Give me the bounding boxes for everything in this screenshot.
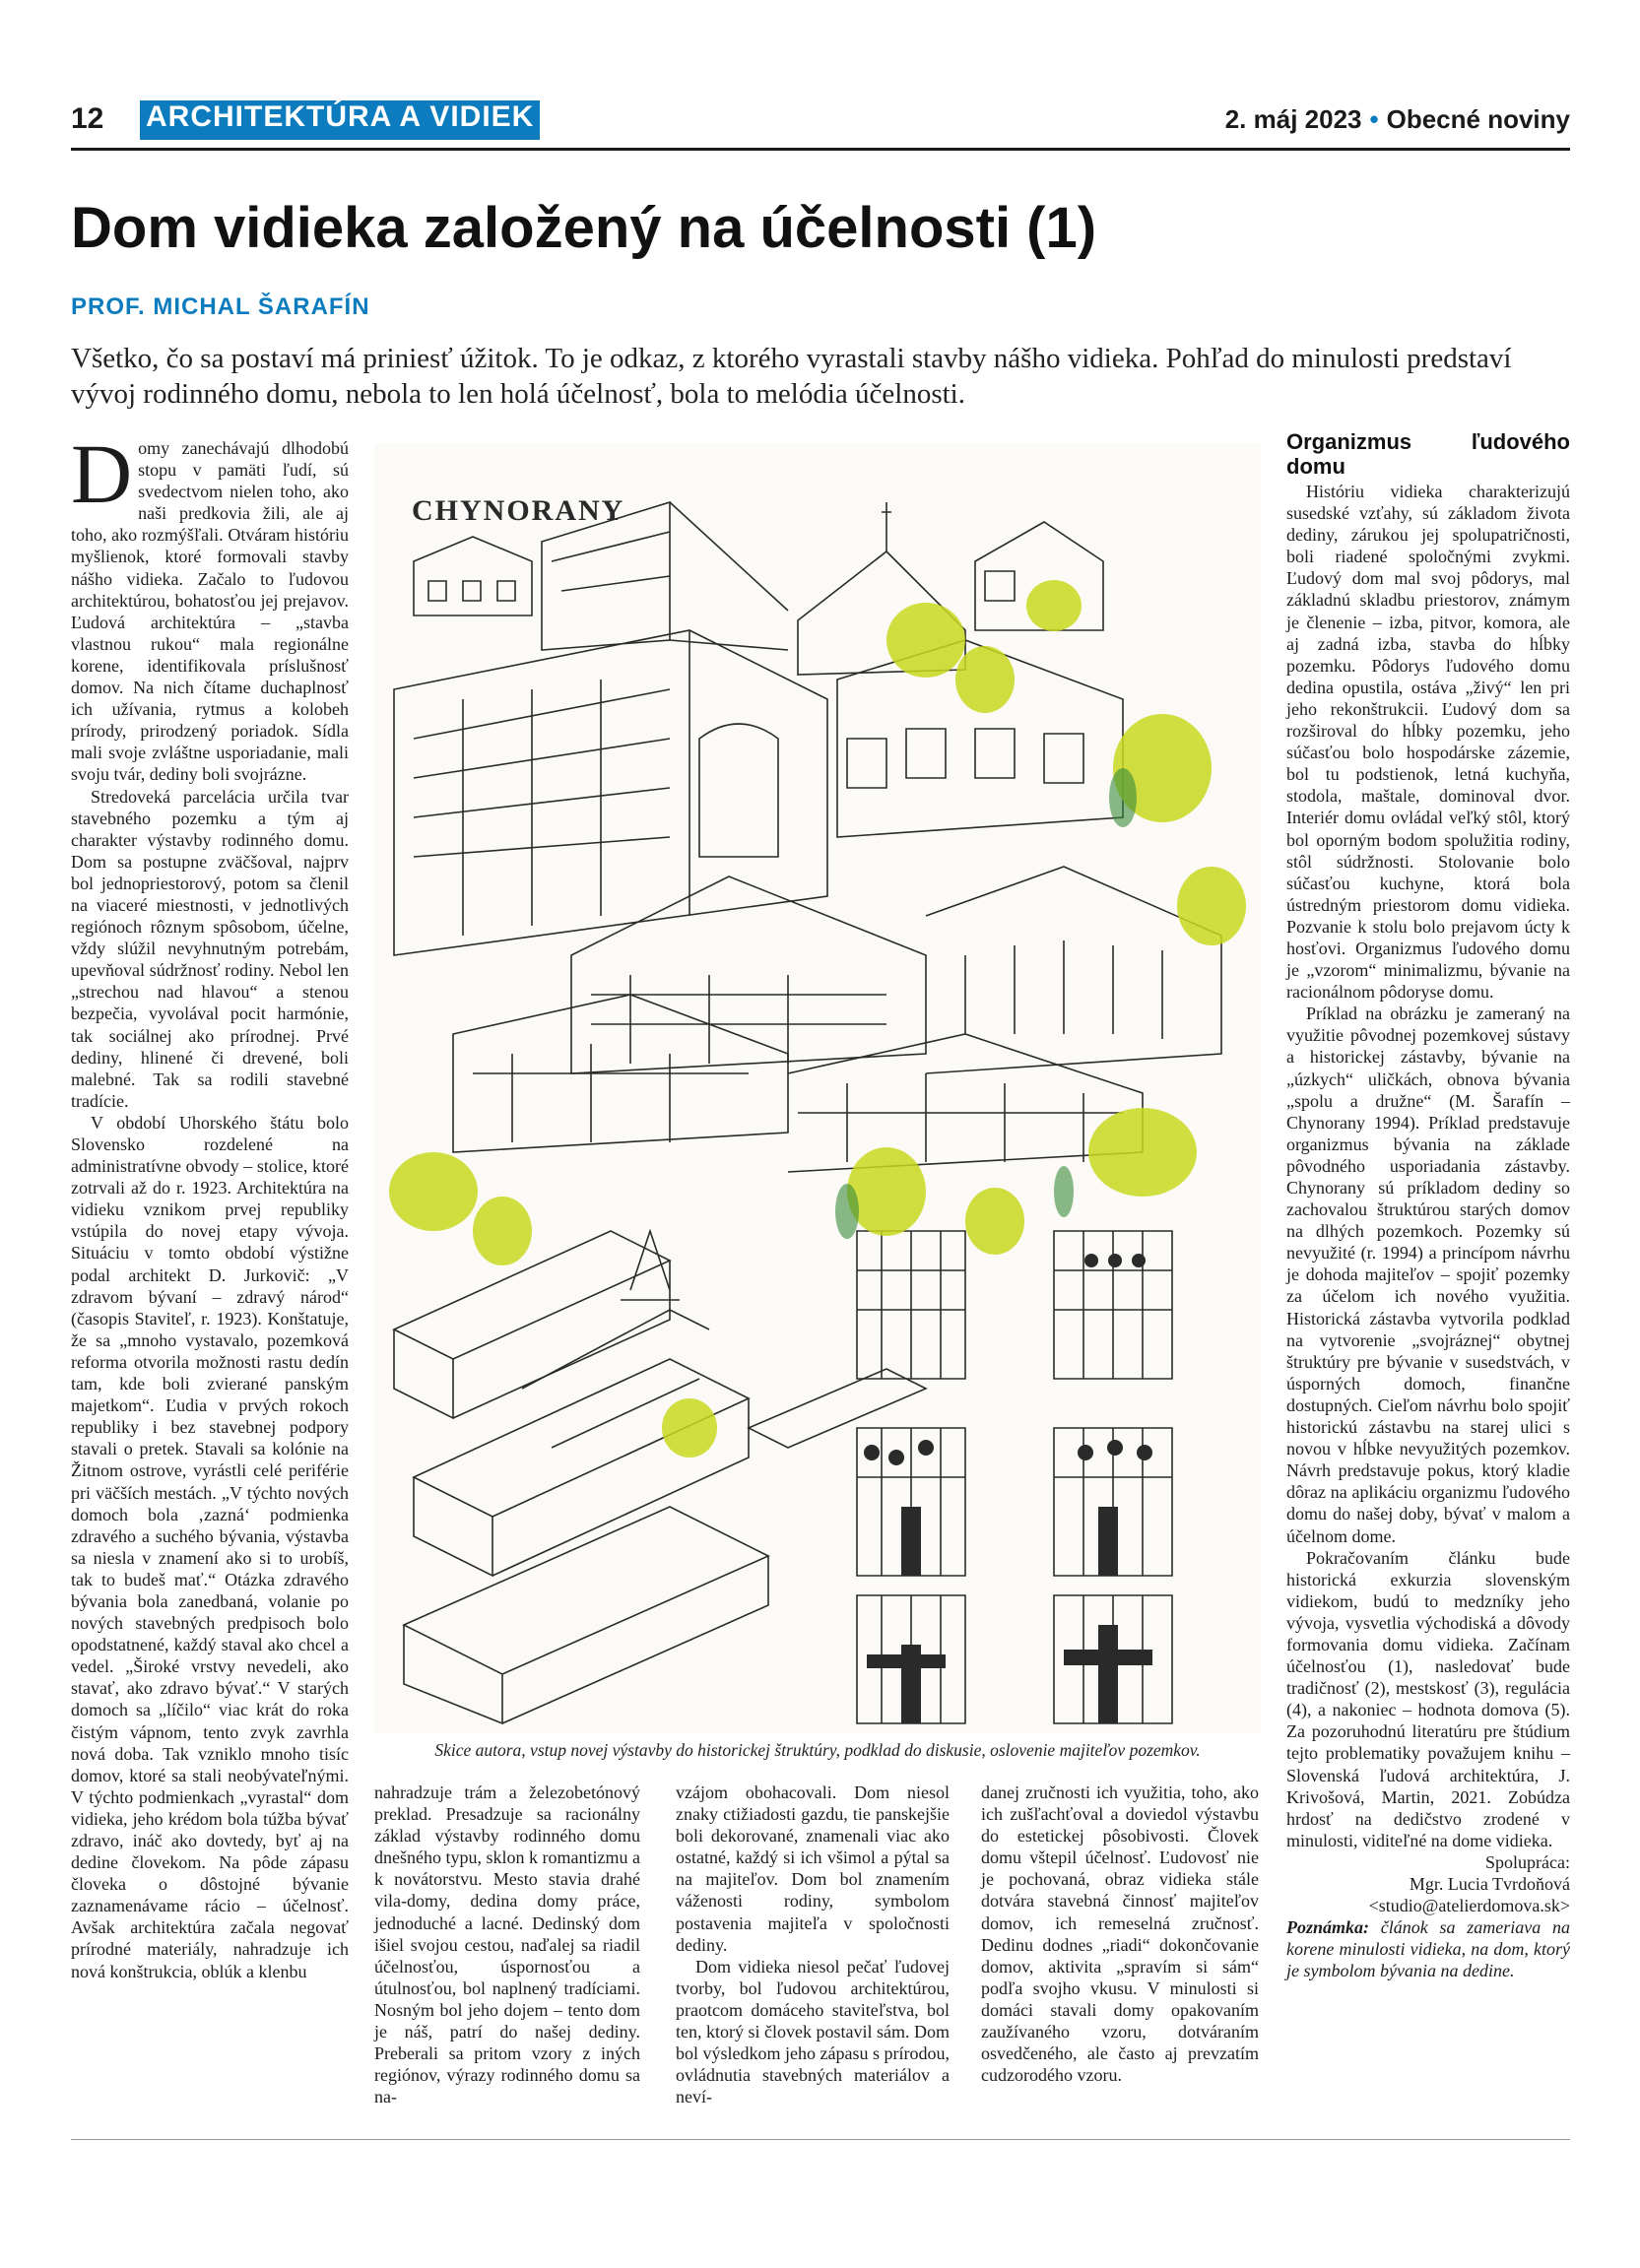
collaborator-name: Mgr. Lucia Tvrdoňová: [1409, 1874, 1570, 1894]
dateline: [1225, 104, 1570, 135]
footer-rule: [71, 2139, 1570, 2140]
paragraph: nahradzuje trám a železobetónový preklad. Presadzuje sa racionálny základ výstavby rodinného domu dnešného typu, sklon k romantizmu a k novátorstvu. Mesto stavia drahé vila-domy, dedina domy práce, jednoduché a lacné. Dedinský dom išiel svojou cestou, naďalej sa riadil účelnosťou, úspornosťou a útulnosťou, bol naplnený tradíciami. Nosným bol jeho dojem – tento dom je náš, patrí do našej dediny. Preberali sa pritom vzory z iných regiónov, výrazy rodinného domu sa na-: [374, 1782, 640, 2107]
paragraph: [71, 426, 349, 786]
paragraph: Príklad na obrázku je zameraný na využitie pôvodnej pozemkovej sústavy a historickej zástavby, bývanie na „úzkych“ uličkách, obnova bývania „spolu a družne“ (M. Šarafín – Chynorany 1994). Príklad predstavuje organizmus bývania na základe pôvodného usporiadania zástavby. Chynorany sú príkladom dediny so zachovalou štruktúrou starých domov na dlhých pozemkoch. Pozemky sú nevyužité (r. 1994) a princípom návrhu je dohoda majiteľov – spojiť pozemky za účelom ich nového využitia. Historická zástavba vytvorila podklad na vytvorenie „svojráznej“ obytnej štruktúry pre bývanie v susedstvách, v úsporných domoch, finančne dostupných. Cieľom návrhu bolo spojiť historickú zástavbu na starej ulici s novou v hĺbke nevyužitých pozemkov. Návrh predstavuje pokus, ktorý kladie dôraz na aplikáciu organizmu ľudového domu do našej doby, bývať v malom a účelnom dome.: [1286, 1004, 1570, 1546]
article-title: Dom vidieka založený na účelnosti (1): [71, 196, 1097, 260]
sketch-sign-text: CHYNORANY: [412, 494, 625, 527]
paragraph: Dom vidieka niesol pečať ľudovej tvorby, bol ľudovou architektúrou, praotcom domáceho staviteľstva, bol ten, ktorý si človek postavil sám. Dom bol výsledkom jeho zápasu s prírodou, ovládnutia stavebných materiálov a neví-: [676, 1956, 950, 2107]
paragraph: danej zručnosti ich využitia, toho, ako ich zušľachťoval a doviedol výstavbu do estetickej pôsobivosti. Človek domu vštepil účelnosť. Ľudovosť nie je pochovaná, obraz vidieka stále dotvára stavebná činnosť majiteľov domov, ich remeselná zručnosť. Dedinu dodnes „riadi“ dokončovanie domov, aktivita „spravím si sám“ podľa svojho vkusu. V minulosti si domáci stavali domy opakovaním zaužívaného vzoru, dotváraním osvedčeného, ale často aj prevzatím cudzorodého vzoru.: [981, 1782, 1259, 2086]
page-header: [71, 102, 1570, 142]
drop-cap: D: [71, 426, 133, 521]
publication-name: Obecné noviny: [1386, 104, 1570, 134]
note-label: Poznámka:: [1286, 1917, 1370, 1938]
paragraph: Stredoveká parcelácia určila tvar stavebného pozemku a tým aj charakter výstavby rodinného domu. Dom sa postupne zväčšoval, najprv bol jednopriestorový, potom sa členil na viaceré miestnosti, v jednotlivých regiónoch rôznym spôsobom, účelne, vždy slúžil nevyhnutným potrebám, upevňoval súdržnosť rodiny. Nebol len „strechou nad hlavou“ a stenou bezpečia, vyvolával pocit harmónie, tak sociálnej ako prírodnej. Prvé dediny, hlinené či drevené, boli malebné. Tak sa rodili stavebné tradície.: [71, 786, 349, 1111]
collaborator-email: <studio@atelierdomova.sk>: [1368, 1896, 1570, 1916]
sketch-figure: [374, 443, 1261, 1733]
issue-date: 2. máj 2023: [1224, 104, 1362, 134]
header-rule: [71, 148, 1570, 151]
paragraph: Pokračovaním článku bude historická exkurzia slovenským vidiekom, budú to medzníky jeho vývoja, vysvetlia východiská a dôvody formovania domu vidieka. Začínam účelnosťou (1), nasledovať bude tradičnosť (2), mestskosť (3), regulácia (4), a nakoniec – hodnota domova (5). Za pozoruhodnú literatúru pre štúdium tejto problematiky považujem knihu – Slovenská ľudová architektúra, J. Krivošová, Martin, 2021. Zobúdza hrdosť na dedičstvo zrodené v minulosti, viditeľné na dome vidieka.: [1286, 1547, 1570, 1850]
column-4: [981, 1782, 1259, 2086]
note-text: článok sa zameriava na korene minulosti vidieka, na dom, ktorý je symbolom bývania na dedine.: [1286, 1917, 1570, 1981]
section-label: ARCHITEKTÚRA A VIDIEK: [140, 100, 540, 140]
separator-dot: •: [1369, 104, 1379, 134]
column-1: [71, 426, 349, 1982]
paragraph: Históriu vidieka charakterizujú susedské vzťahy, sú základom života dediny, zárukou jej spolupatričnosti, boli riadené spoločnými zvykmi. Ľudový dom mal svoj pôdorys, mal základnú skladbu priestorov, známym je členenie – izba, pitvor, komora, ale aj zadná izba, stavba do hĺbky pozemku. Pôdorys ľudového domu dedina opustila, ostáva „živý“ len pri jeho rekonštrukcii. Ľudový dom sa rozširoval do hĺbky pozemku, jeho súčasťou bolo hospodárske zázemie, bol tu podstienok, letná kuchyňa, stodola, maštale, dominoval dvor. Interiér domu ovládal veľký stôl, ktorý bol oporným bodom spolužitia rodiny, stôl súdržnosti. Stolovanie bolo súčasťou kuchyne, ktorá bola ústredným priestorom domu vidieka. Pozvanie k stolu bolo prejavom úcty k hosťovi. Organizmus ľudového domu je „vzorom“ minimalizmu, bývanie na racionálnom pôdoryse domu.: [1286, 482, 1570, 1003]
figure-caption: Skice autora, vstup novej výstavby do historickej štruktúry, podklad do diskusie, oslovenie majiteľov pozemkov.: [434, 1740, 1201, 1760]
sidebar-heading: Organizmus ľudového domu: [1286, 429, 1570, 479]
page-number: 12: [71, 102, 104, 135]
column-3: [676, 1782, 950, 2107]
sidebar-column: [1286, 429, 1570, 1981]
paragraph: vzájom obohacovali. Dom niesol znaky ctižiadosti gazdu, tie panskejšie boli dekorované, znamenali viac ako ostatné, každý si ich všimol a pýtal sa na majiteľov. Dom bol znamením váženosti rodiny, symbolom postavenia majiteľa v spoločnosti dediny.: [676, 1782, 950, 1955]
note: [1286, 1916, 1570, 1981]
article-lead: Všetko, čo sa postaví má priniesť úžitok. To je odkaz, z ktorého vyrastali stavby nášho vidieka. Pohľad do minulosti predstaví vývoj rodinného domu, nebola to len holá účelnosť, bola to melódia účelnosti.: [71, 343, 1512, 410]
column-2: [374, 1782, 640, 2107]
village-sketch: [374, 443, 1261, 1733]
foliage-accents: [389, 580, 1246, 1458]
paragraph-text: omy zanechávajú dlhodobú stopu v pamäti ľudí, sú svedectvom nielen toho, ako naši predkovia žili, ale aj toho, ako rozmýšľali. Otváram históriu myšlienok, ktoré formovali stavby nášho vidieka. Začalo to ľudovou architektúrou, bohatosťou jej prejavov. Ľudová architektúra – „stavba vlastnou rukou“ mala regionálne korene, identifikovala príslušnosť domov. Na nich čítame duchaplnosť ich užívania, rytmus a kolobeh prírody, prirodzený poriadok. Sídla mali svoje zvláštne usporiadanie, mali svoju tvár, dediny boli svojrázne.: [71, 438, 349, 785]
author-byline: PROF. MICHAL ŠARAFÍN: [71, 293, 370, 320]
collaboration-label: Spolupráca:: [1485, 1851, 1570, 1872]
paragraph: V období Uhorského štátu bolo Slovensko rozdelené na administratívne obvody – stolice, ktoré zotrvali až do r. 1923. Architektúra na vidieku vznikom prvej republiky vstúpila do novej etapy vývoja. Situáciu v tomto období výstižne podal architekt D. Jurkovič: „V zdravom bývaní – zdravý národ“ (časopis Staviteľ, r. 1923). Konštatuje, že sa „mnoho vystavalo, pozemková reforma otvorila možnosti rastu dedín tam, kde boli zvierané panským majetkom“. Ľudia v prvých rokoch republiky i bez stavebnej podpory stavali o pretek. Stavali sa kolónie na Žitnom ostrove, vyrástli celé periférie pri väčších mestách. „V týchto nových domoch bola ‚zazná‘ podmienka zdravého a suchého bývania, výstavba sa niesla v znamení ako si to urobíš, tak to budeš mať.“ Otázka zdravého bývania bola zanedbaná, volanie po nových stavebných predpisoch bolo opodstatnené, každý staval ako chcel a vedel. „Široké vrstvy nevedeli, ako stavať, ako zdravo bývať.“ V starých domoch sa „líčilo“ viac krát do roka čistým vápnom, tento zvyk zavrhla nová doba. Tak vzniklo mnoho tisíc domov, ktoré sa stali neobývateľnými. V týchto podmienkach „vyrastal“ dom vidieka, jeho krédom bola túžba bývať zdravo, ináč ako dovtedy, byť aj na dedine človekom. Na pôde zápasu človeka o dôstojné bývanie zaznamenávame rácio – účelnosť. Avšak architektúra začala negovať prírodné materiály, nahradzuje ich nová konštrukcia, oblúk a klenbu: [71, 1112, 349, 1981]
